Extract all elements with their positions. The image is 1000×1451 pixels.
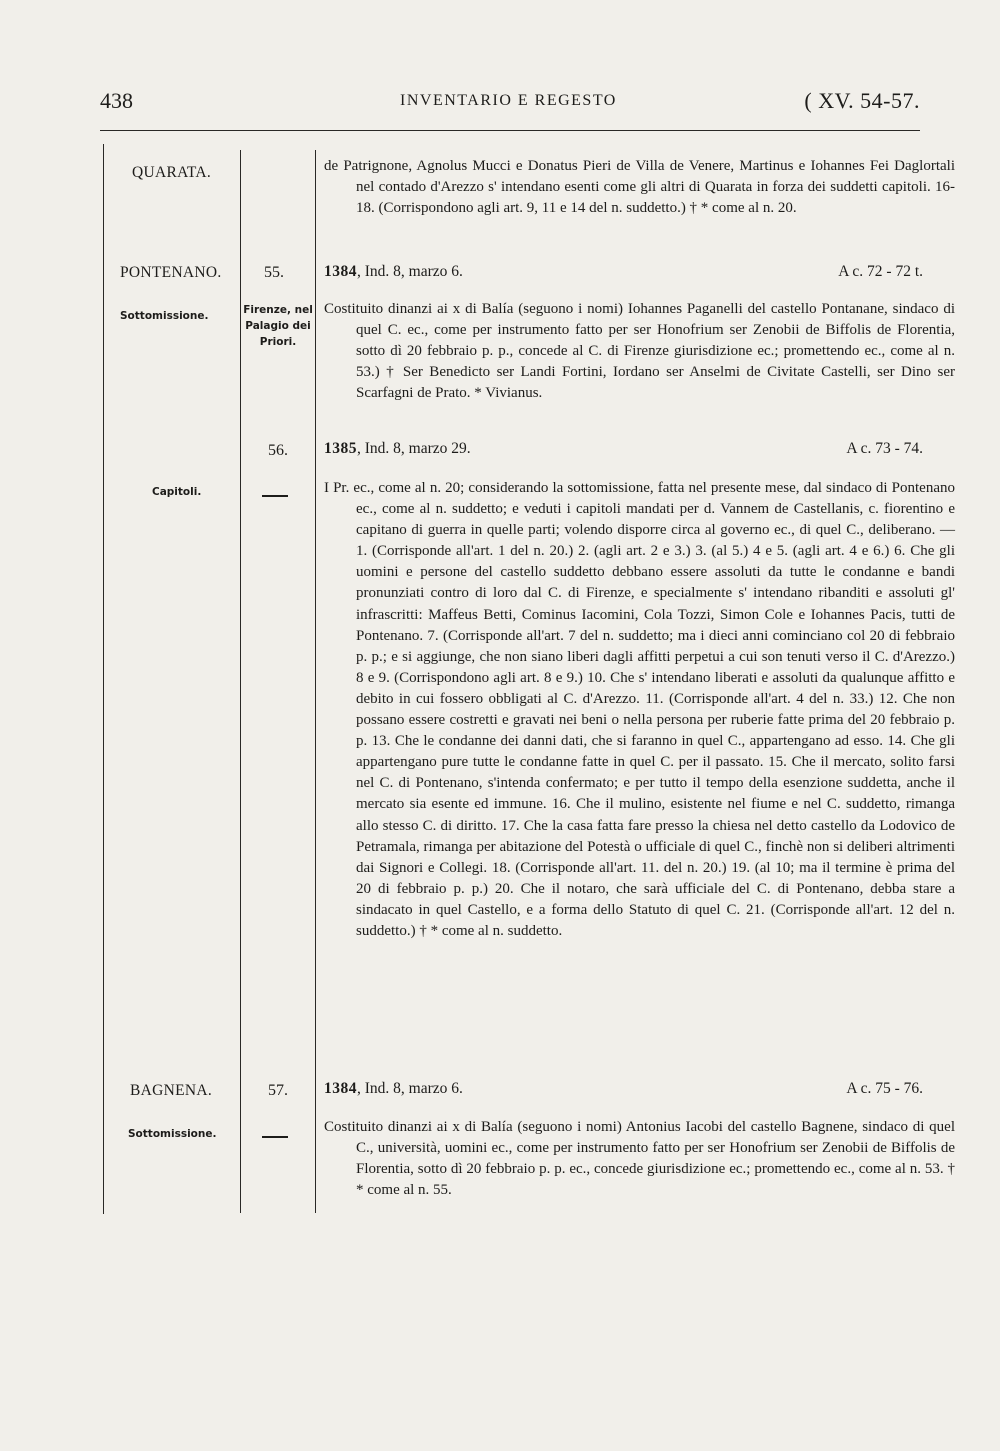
entry-57-year: 1384 bbox=[324, 1080, 357, 1097]
page-header bbox=[100, 88, 920, 124]
entry-range: ( XV. 54-57. bbox=[804, 88, 920, 113]
column-divider-left bbox=[240, 150, 241, 1213]
entry-number-56: 56. bbox=[268, 442, 288, 459]
entry-56-reference: A c. 73 - 74. bbox=[846, 440, 923, 457]
entry-55-text: Costituito dinanzi ai x di Balía (seguono i nomi) Iohannes Paganelli del castello Pontanane, sindaco di quel C. ec., come per instrumento fatto per ser Honofrium ser Zenobii de Biffolis de Florentia, sotto dì 20 febbraio p. p., concede al C. di Firenze giurisdizione ec.; promettendo ec., come al n. 53.) † Ser Benedicto ser Landi Fortini, Iordano ser Anselmi de Civitate Castelli, ser Dino ser Scarfagni de Prato. * Vivianus. bbox=[324, 301, 955, 402]
rubric-sottomissione-57: Sottomissione. bbox=[128, 1128, 217, 1140]
entry-number-55: 55. bbox=[264, 264, 284, 281]
margin-rule bbox=[103, 144, 104, 1214]
entry-56-location-dash bbox=[262, 495, 288, 497]
entry-56-date: , Ind. 8, marzo 29. bbox=[357, 440, 471, 457]
entry-56-text: I Pr. ec., come al n. 20; considerando la sottomissione, fatta nel presente mese, dal sindaco di Pontenano ec., come al n. suddetto; e veduti i capitoli mandati per d. Vannem de Castellanis, c. fiorentino e capitano di guerra in quelle parti; volendo disporre circa al governo ec., di quel C., deliberano. — 1. (Corrisponde all'art. 1 del n. 20.) 2. (agli art. 2 e 3.) 3. (al 5.) 4 e 5. (agli art. 4 e 6.) 6. Che gli uomini e persone del castello suddetto debbano essere assoluti da tutte le condanne e bandi pronunziati contro di loro dal C. di Firenze, e specialmente s' intendano ribanditi e assoluti gl' infrascritti: Maffeus Betti, Cominus Iacomini, Cola Tozzi, Simon Cole e Iohannes Pacis, tutti de Pontenano. 7. (Corrisponde all'art. 7 del n. suddetto; ma i dieci anni cominciano col 20 di febbraio p. p.; e si aggiunge, che non siano liberi dagli affitti perpetui a cui son tenuti verso il C. d'Arezzo.) 8 e 9. (Corrispondono agli art. 8 e 9.) 10. Che s' intendano liberati e assoluti da qualunque affitto e debito in cui fossero obbligati al C. d'Arezzo. 11. (Corrisponde all'art. 4 del n. 33.) 12. Che non possano essere costretti e gravati nei beni o nella persona per ruberie fatte prima del 20 febbraio p. p. 13. Che le condanne dei danni dati, che si faranno in quel C., appartengano ad esso. 14. Che gli appartengano pure tutte le condanne fatte in quel C. per il passato. 15. Che il mercato, solito farsi nel C. di Pontenano, s'intenda confermato; e per tutto il tempo della esenzione suddetta, anche il mercato sia esente ed immune. 16. Che il mulino, esistente nel fiume e nel C. suddetto, rimanga allo stesso C. di diritto. 17. Che la casa fatta fare presso la chiesa nel detto castello da Lodovico de Petramala, rimanga per abitazione del Potestà o ufficiale di quel C., finchè non si deliberi altrimenti dai Signori e Collegi. 18. (Corrisponde all'art. 11. del n. 20.) 19. (al 10; ma il termine è prima del 20 di febbraio p. p.) 20. Che il notaro, che sarà ufficiale del C. di Pontenano, debba stare a sindacato in quel Castello, e a forma dello Statuto di quel C. 21. (Corrisponde all'art. 12 del n. suddetto.) † * come al n. suddetto. bbox=[324, 480, 955, 939]
entry-57-date: , Ind. 8, marzo 6. bbox=[357, 1080, 463, 1097]
entry-56-year: 1385 bbox=[324, 440, 357, 457]
entry-55-location: Firenze, nel Palagio dei Priori. bbox=[243, 304, 313, 348]
entry-56-heading bbox=[324, 440, 923, 462]
rubric-capitoli-56: Capitoli. bbox=[152, 486, 202, 498]
header-rule bbox=[100, 130, 920, 131]
entry-57-location-dash bbox=[262, 1136, 288, 1138]
rubric-sottomissione-55: Sottomissione. bbox=[120, 310, 209, 322]
entry-57-reference: A c. 75 - 76. bbox=[846, 1080, 923, 1097]
running-title: INVENTARIO E REGESTO bbox=[400, 92, 617, 109]
place-bagnena: BAGNENA. bbox=[130, 1082, 213, 1099]
column-divider-right bbox=[315, 150, 316, 1213]
entry-54-text-continuation: de Patrignone, Agnolus Mucci e Donatus Pieri de Villa de Venere, Martinus e Iohannes Fei Daglortali nel contado d'Arezzo s' intendano esenti come gli altri di Quarata in forza dei suddetti capitoli. 16-18. (Corrispondono agli art. 9, 11 e 14 del n. suddetto.) † * come al n. 20. bbox=[324, 158, 955, 217]
entry-57-heading bbox=[324, 1080, 923, 1102]
entry-55-date: , Ind. 8, marzo 6. bbox=[357, 263, 463, 280]
page-number: 438 bbox=[100, 88, 133, 113]
entry-55-year: 1384 bbox=[324, 263, 357, 280]
entry-number-57: 57. bbox=[268, 1082, 288, 1099]
entry-55-reference: A c. 72 - 72 t. bbox=[838, 263, 923, 280]
place-quarata: QUARATA. bbox=[132, 164, 212, 181]
entry-55-heading bbox=[324, 263, 923, 285]
entry-57-text: Costituito dinanzi ai x di Balía (seguono i nomi) Antonius Iacobi del castello Bagnene, sindaco di quel C., università, uomini ec., come per instrumento fatto per ser Honofrium ser Zenobii de Biffolis de Florentia, sotto dì 20 febbraio p. p. ec., concede giurisdizione ec.; promettendo ec., come al n. 53. † * come al n. 55. bbox=[324, 1119, 955, 1199]
place-pontenano: PONTENANO. bbox=[120, 264, 222, 281]
